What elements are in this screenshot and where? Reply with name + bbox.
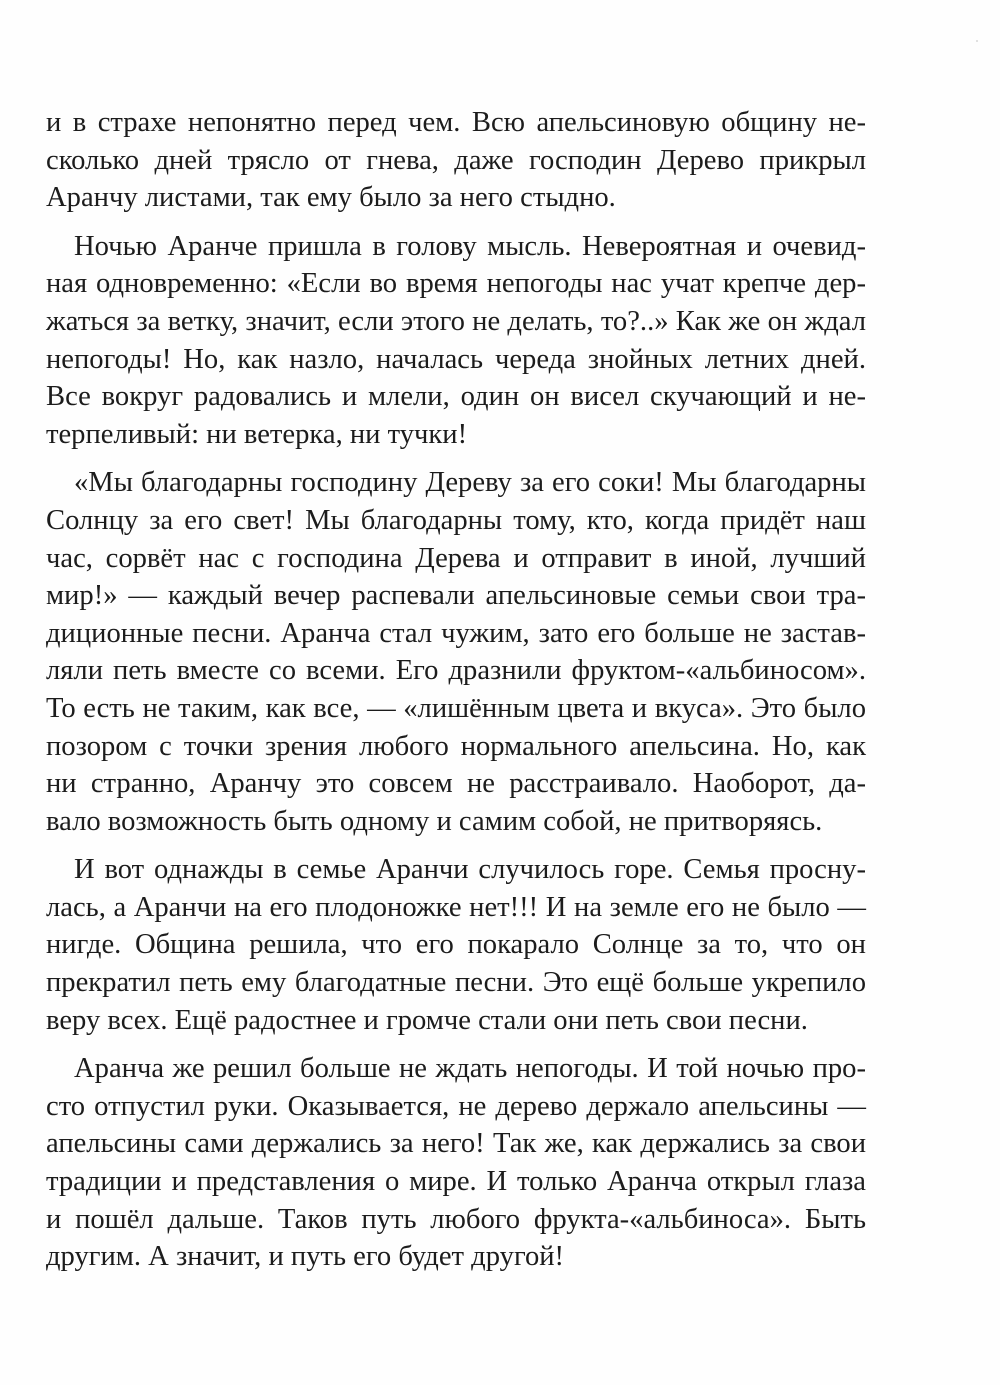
paragraph-5 xyxy=(46,1050,866,1276)
paragraph-4 xyxy=(46,851,866,1039)
text-line: позором с точки зрения любого нормального апельсина. Но, как xyxy=(46,730,866,762)
text-line: и пошёл дальше. Таков путь любого фрукта-«альбиноса». Быть xyxy=(46,1203,866,1235)
text-line: мир!» — каждый вечер распевали апельсиновые семьи свои тра- xyxy=(46,580,866,612)
page-text xyxy=(46,104,866,1276)
text-line: жаться за ветку, значит, если этого не делать, то?..» Как же он ждал xyxy=(46,305,866,337)
paragraph-3 xyxy=(46,464,866,840)
text-line: Аранчу листами, так ему было за него стыдно. xyxy=(46,182,616,214)
text-line: нигде. Община решила, что его покарало Солнце за то, что он xyxy=(46,929,866,961)
text-line: терпеливый: ни ветерка, ни тучки! xyxy=(46,418,468,450)
text-line: Солнцу за его свет! Мы благодарны тому, кто, когда придёт наш xyxy=(46,504,866,536)
text-line: ляли петь вместе со всеми. Его дразнили фруктом-«альбиносом». xyxy=(46,655,866,687)
text-line: Ночью Аранче пришла в голову мысль. Невероятная и очевид- xyxy=(74,230,866,262)
paragraph-spacer xyxy=(46,1039,866,1050)
text-line: другим. А значит, и путь его будет другой! xyxy=(46,1241,565,1273)
text-line: вало возможность быть одному и самим собой, не притворяясь. xyxy=(46,805,823,837)
text-line: непогоды! Но, как назло, началась череда знойных летних дней. xyxy=(46,343,866,375)
text-line: диционные песни. Аранча стал чужим, зато его больше не застав- xyxy=(46,617,866,649)
paragraph-1 xyxy=(46,104,866,217)
text-line: Аранча же решил больше не ждать непогоды. И той ночью про- xyxy=(74,1053,866,1085)
text-line: ная одновременно: «Если во время непогоды нас учат крепче дер- xyxy=(46,268,866,300)
text-line: веру всех. Ещё радостнее и громче стали они петь свои песни. xyxy=(46,1004,808,1036)
text-line: час, сорвёт нас с господина Дерева и отправит в иной, лучший xyxy=(46,542,866,574)
text-line: апельсины сами держались за него! Так же, как держались за свои xyxy=(46,1128,866,1160)
text-line: И вот однажды в семье Аранчи случилось горе. Семья просну- xyxy=(74,854,866,886)
paragraph-spacer xyxy=(46,453,866,464)
text-line: и в страхе непонятно перед чем. Всю апельсиновую общину не- xyxy=(46,107,866,138)
paragraph-spacer xyxy=(46,217,866,228)
page-edge-speck xyxy=(976,40,978,42)
paragraph-2 xyxy=(46,228,866,454)
text-line: традиции и представления о мире. И только Аранча открыл глаза xyxy=(46,1166,866,1198)
paragraph-spacer xyxy=(46,840,866,851)
text-line: прекратил петь ему благодатные песни. Это ещё больше укрепило xyxy=(46,967,866,999)
text-line: лась, а Аранчи на его плодоножке нет!!! И на земле его не было — xyxy=(46,891,866,923)
text-line: сто отпустил руки. Оказывается, не дерево держало апельсины — xyxy=(46,1090,866,1122)
text-line: ни странно, Аранчу это совсем не расстраивало. Наоборот, да- xyxy=(46,768,866,800)
text-line: «Мы благодарны господину Дереву за его соки! Мы благодарны xyxy=(74,467,866,499)
text-line: Все вокруг радовались и млели, один он висел скучающий и не- xyxy=(46,381,866,413)
text-line: сколько дней трясло от гнева, даже господин Дерево прикрыл xyxy=(46,144,866,176)
text-line: То есть не таким, как все, — «лишённым цвета и вкуса». Это было xyxy=(46,692,866,724)
